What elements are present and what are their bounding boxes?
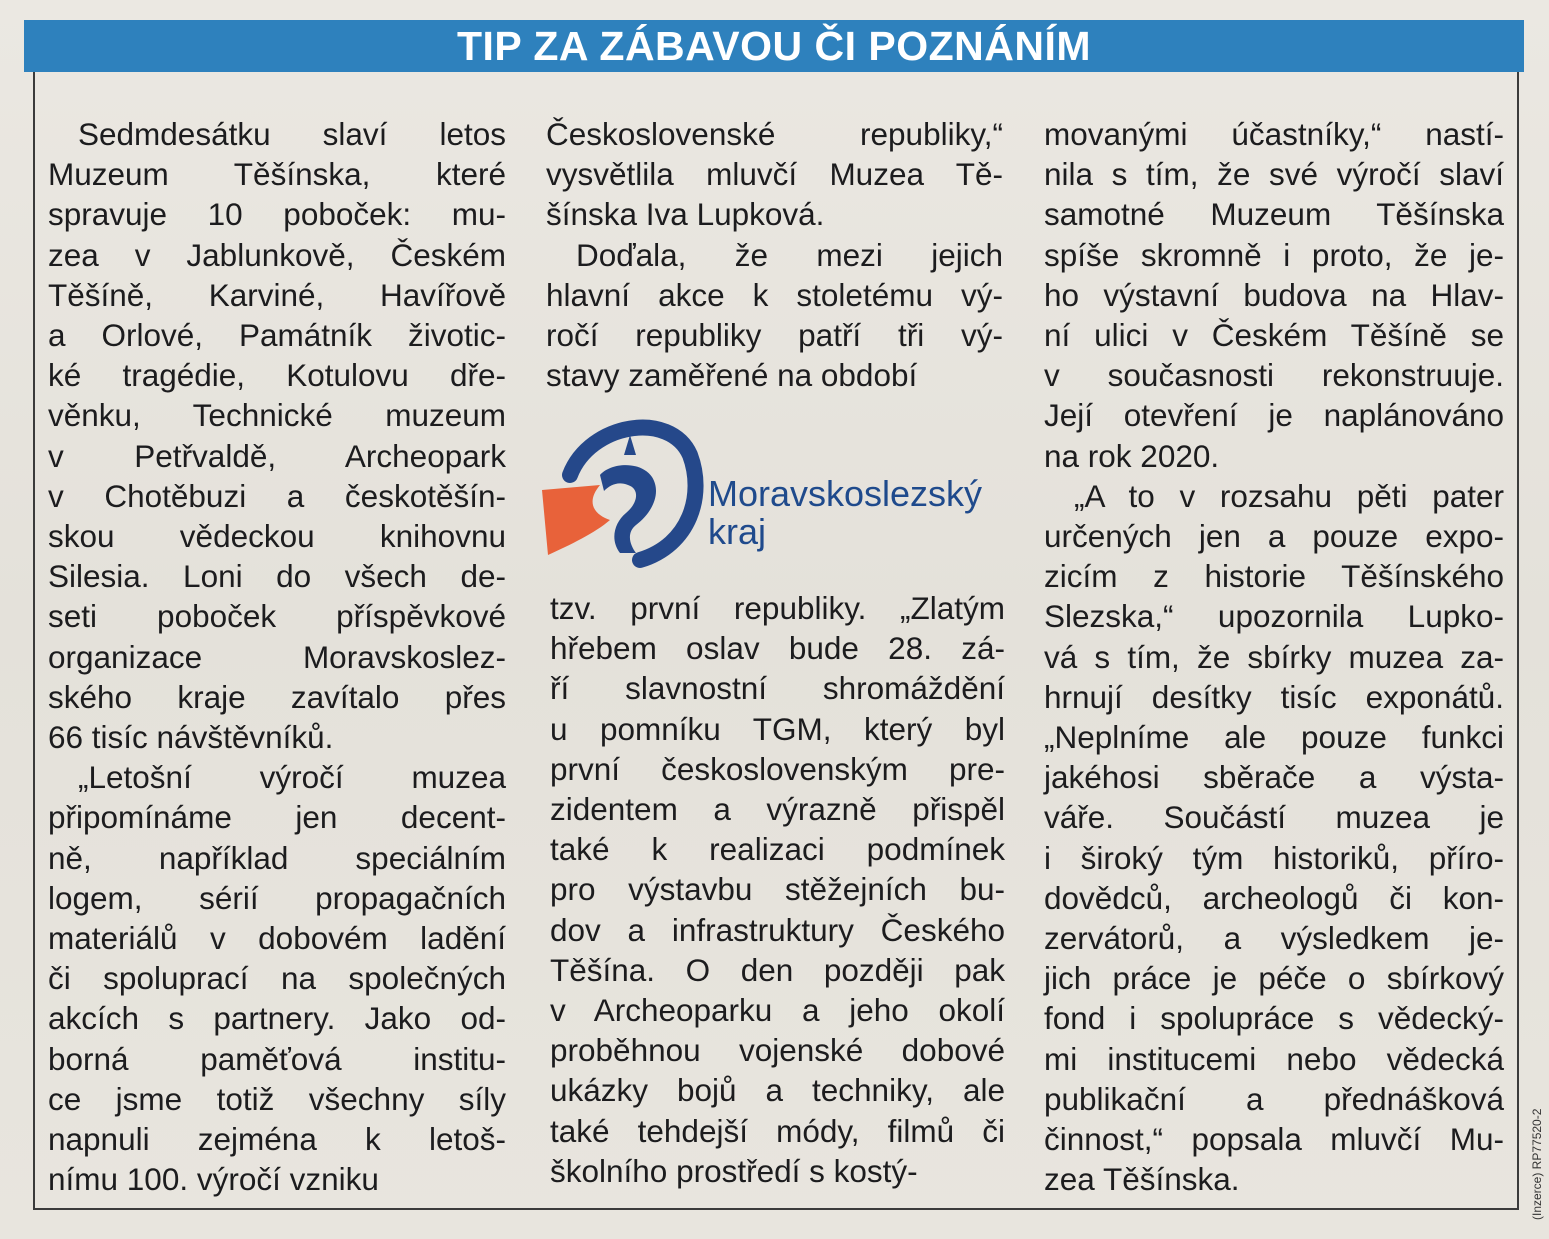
text-line: zicím z historie Těšínského [1044,558,1504,595]
text-line: váře. Součástí muzea je [1044,799,1504,836]
text-line: jich práce je péče o sbírkový [1044,960,1504,997]
text-line: „A to v rozsahu pěti pater [1074,477,1504,514]
text-line: stavy zaměřené na období [546,357,918,394]
text-line: spravuje 10 poboček: mu- [48,196,506,233]
text-line: u pomníku TGM, který byl [550,710,1005,747]
text-line: Doďala, že mezi jejich [576,236,1003,273]
text-line: organizace Moravskoslez- [48,638,506,675]
text-line: šínska Iva Lupková. [546,196,825,233]
text-line: tzv. první republiky. „Zlatým [550,590,1005,626]
text-line: jakéhosi sběrače a výsta- [1044,759,1504,796]
text-line: první československým pre- [550,750,1005,787]
text-line: proběhnou vojenské dobové [550,1032,1005,1069]
text-line: fond i spolupráce s vědecký- [1044,1000,1504,1037]
text-line: na rok 2020. [1044,437,1220,474]
text-line: také k realizaci podmínek [550,831,1005,868]
text-line: vysvětlila mluvčí Muzea Tě- [546,156,1003,193]
text-line: v Petřvaldě, Archeopark [48,437,506,474]
text-line: v Archeoparku a jeho okolí [550,992,1005,1029]
article-column-middle-bottom [550,588,1005,1191]
text-line: věnku, Technické muzeum [48,397,506,434]
moravskoslezsky-kraj-logo [540,415,1020,575]
text-line: a Orlové, Památník životic- [48,317,506,354]
text-line: akcích s partnery. Jako od- [48,1000,506,1037]
section-header [24,20,1524,72]
text-line: nila s tím, že své výročí slaví [1044,156,1504,193]
logo-wordmark [708,475,982,551]
text-line: skou vědeckou knihovnu [48,518,506,555]
text-line: ského kraje zavítalo přes [48,678,506,715]
text-line: Její otevření je naplánováno [1044,397,1504,434]
text-line: v současnosti rekonstruuje. [1044,357,1504,394]
text-line: mi institucemi nebo vědecká [1044,1040,1504,1077]
text-line: dov a infrastruktury Českého [550,911,1005,948]
text-line: hřebem oslav bude 28. zá- [550,630,1005,667]
text-line: činnost,“ popsala mluvčí Mu- [1044,1121,1504,1158]
text-line: „Neplníme ale pouze funkci [1044,719,1504,756]
text-line: zea v Jablunkově, Českém [48,236,506,273]
text-line: Muzeum Těšínska, které [48,156,506,193]
section-title: TIP ZA ZÁBAVOU ČI POZNÁNÍM [456,22,1092,69]
text-line: nímu 100. výročí vzniku [48,1161,379,1198]
text-line: vá s tím, že sbírky muzea za- [1044,638,1504,675]
ad-reference-note: (Inzerce) RP77520-2 [1530,1108,1544,1220]
logo-line-2: kraj [708,511,767,552]
text-line: ně, například speciálním [48,839,506,876]
text-line: seti poboček příspěvkové [48,598,506,635]
text-line: ukázky bojů a techniky, ale [550,1072,1005,1109]
text-line: ročí republiky patří tři vý- [546,317,1003,354]
text-line: borná paměťová institu- [48,1040,506,1077]
text-line: Československé republiky,“ [546,116,1003,152]
text-line: Těšíně, Karviné, Havířově [48,276,506,313]
text-line: zidentem a výrazně přispěl [550,791,1005,828]
article-column-left [48,114,506,1199]
text-line: ří slavnostní shromáždění [550,670,1005,707]
text-line: Těšína. O den později pak [550,951,1005,988]
text-line: hlavní akce k stoletému vý- [546,276,1003,313]
text-line: v Chotěbuzi a českotěšín- [48,477,506,514]
text-line: movanými účastníky,“ nastí- [1044,116,1504,152]
text-line: i široký tým historiků, příro- [1044,839,1504,876]
text-line: Silesia. Loni do všech de- [48,558,506,595]
text-line: zervátorů, a výsledkem je- [1044,920,1504,957]
article-column-right [1044,114,1504,1199]
text-line: Sedmdesátku slaví letos [78,116,506,152]
text-line: hrnují desítky tisíc exponátů. [1044,678,1504,715]
text-line: napnuli zejména k letoš- [48,1121,506,1158]
text-line: „Letošní výročí muzea [78,759,506,796]
text-line: školního prostředí s kostý- [550,1152,918,1189]
text-line: či spoluprací na společných [48,960,506,997]
text-line: určených jen a pouze expo- [1044,518,1504,555]
text-line: ní ulici v Českém Těšíně se [1044,317,1504,354]
text-line: připomínáme jen decent- [48,799,506,836]
text-line: materiálů v dobovém ladění [48,920,506,957]
text-line: ce jsme totiž všechny síly [48,1080,506,1117]
text-line: zea Těšínska. [1044,1161,1240,1198]
text-line: také tehdejší módy, filmů či [550,1112,1005,1149]
text-line: spíše skromně i proto, že je- [1044,236,1504,273]
text-line: publikační a přednášková [1044,1080,1504,1117]
text-line: dovědců, archeologů či kon- [1044,879,1504,916]
text-line: ké tragédie, Kotulovu dře- [48,357,506,394]
text-line: pro výstavbu stěžejních bu- [550,871,1005,908]
text-line: samotné Muzeum Těšínska [1044,196,1504,233]
article-column-middle-top [546,114,1003,395]
text-line: 66 tisíc návštěvníků. [48,719,334,756]
text-line: ho výstavní budova na Hlav- [1044,276,1504,313]
logo-line-1: Moravskoslezský [708,473,983,514]
text-line: Slezska,“ upozornila Lupko- [1044,598,1504,635]
text-line: logem, sérií propagačních [48,879,506,916]
